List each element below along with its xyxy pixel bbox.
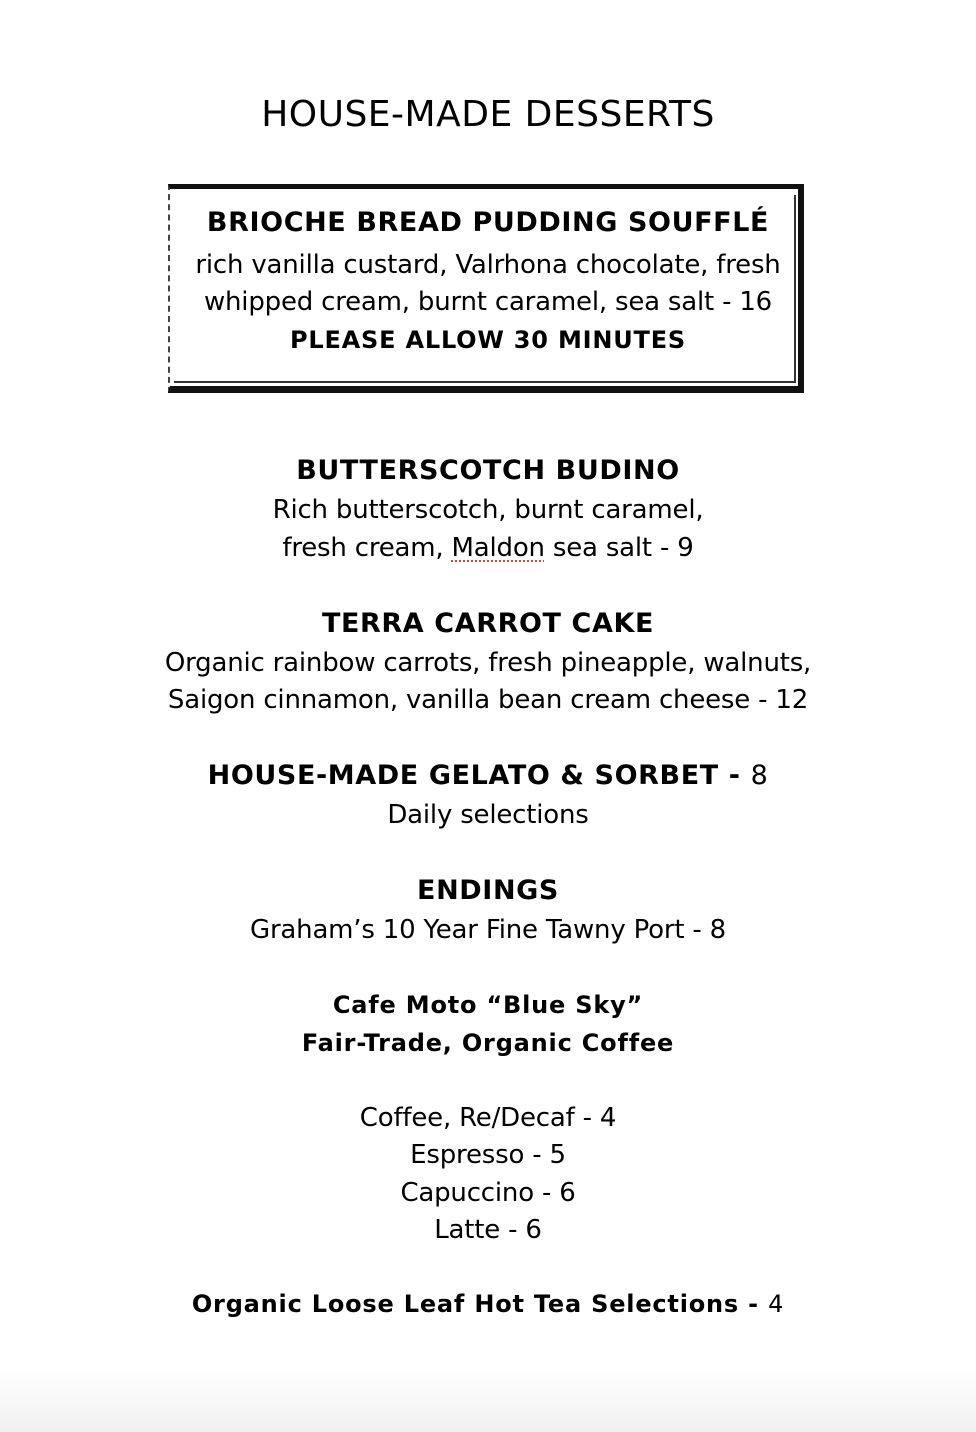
- menu-item-description-2: Saigon cinnamon, vanilla bean cream cheese - 12: [167, 685, 809, 715]
- tea-label: Organic Loose Leaf Hot Tea Selections: [191, 1290, 739, 1318]
- coffee-item: Espresso - 5: [410, 1140, 566, 1170]
- featured-item-note: PLEASE ALLOW 30 MINUTES: [289, 326, 686, 354]
- menu-item-description-1: Daily selections: [387, 800, 589, 830]
- description-text: sea salt - 9: [544, 533, 694, 563]
- featured-item-description-2: whipped cream, burnt caramel, sea salt - 16: [203, 287, 773, 317]
- coffee-brand-line-1: Cafe Moto “Blue Sky”: [332, 991, 644, 1019]
- featured-item-description-1: rich vanilla custard, Valrhona chocolate, fresh: [195, 250, 781, 280]
- coffee-brand-line-2: Fair-Trade, Organic Coffee: [301, 1029, 675, 1057]
- coffee-item: Coffee, Re/Decaf - 4: [359, 1103, 617, 1133]
- menu-item-name-gelato-sorbet: [0, 760, 976, 791]
- menu-item-description-1: Organic rainbow carrots, fresh pineapple, walnuts,: [164, 648, 812, 678]
- page-title: HOUSE-MADE DESSERTS: [261, 94, 715, 135]
- endings-heading: ENDINGS: [417, 875, 559, 906]
- menu-item-name-butterscotch-budino: BUTTERSCOTCH BUDINO: [296, 455, 680, 486]
- tea-price: 4: [768, 1290, 785, 1318]
- menu-item-description-1: Rich butterscotch, burnt caramel,: [272, 495, 704, 525]
- spellcheck-flagged-word: Maldon: [451, 533, 545, 563]
- coffee-item: Latte - 6: [434, 1215, 542, 1245]
- tea-dash: -: [738, 1290, 769, 1318]
- item-dash: -: [718, 760, 751, 791]
- tea-item: [0, 1290, 976, 1318]
- coffee-item: Capuccino - 6: [400, 1178, 576, 1208]
- item-price: 8: [750, 760, 769, 791]
- item-name: HOUSE-MADE GELATO & SORBET: [207, 760, 719, 791]
- menu-item-name-carrot-cake: TERRA CARROT CAKE: [321, 608, 655, 639]
- featured-item-name: BRIOCHE BREAD PUDDING SOUFFLÉ: [206, 207, 770, 238]
- port-item: Graham’s 10 Year Fine Tawny Port - 8: [250, 915, 726, 945]
- menu-item-description-2: [0, 533, 976, 563]
- description-text: fresh cream,: [282, 533, 452, 563]
